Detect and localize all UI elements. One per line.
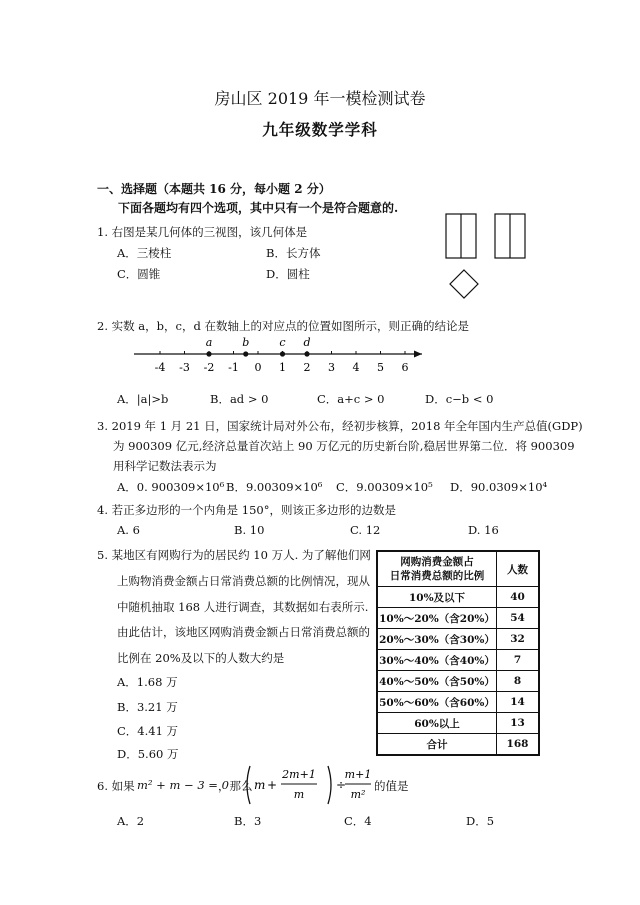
exam-title: 房山区 2019 年一模检测试卷 (214, 89, 426, 108)
q5-option-c: C．4.41 万 (117, 724, 179, 738)
q5-option-d: D．5.60 万 (117, 747, 179, 761)
expr-plus: + (267, 778, 278, 792)
row-count: 54 (497, 608, 540, 629)
q2-option-c: C．a+c > 0 (317, 392, 385, 406)
q5-option-b: B．3.21 万 (117, 700, 178, 714)
q5-option-a: A．1.68 万 (117, 675, 178, 689)
q1-option-d: D．圆柱 (266, 267, 310, 281)
table-row (377, 713, 539, 734)
q3-option-a: A．0. 900309×10⁶ (117, 480, 225, 494)
table-header-count: 人数 (497, 551, 540, 587)
point-d (304, 351, 309, 356)
q1-option-b: B．长方体 (266, 246, 321, 260)
q2-stem: 2. 实数 a，b，c，d 在数轴上的对应点的位置如图所示，则正确的结论是 (97, 319, 469, 333)
table-row (377, 587, 539, 608)
q6-suffix: 的值是 (374, 779, 409, 793)
point-label-d: d (303, 336, 311, 349)
tick-label: 1 (279, 361, 286, 374)
q1-option-a: A．三棱柱 (117, 246, 172, 260)
table-row (377, 671, 539, 692)
row-count: 168 (497, 734, 540, 756)
q6-prefix: 6. 如果 (97, 779, 135, 793)
number-line-arrow (414, 351, 422, 358)
row-count: 8 (497, 671, 540, 692)
exam-subtitle: 九年级数学学科 (262, 120, 378, 139)
q6-option-b: B．3 (234, 814, 262, 828)
row-range: 50%～60%（含60%） (377, 692, 497, 713)
row-count: 14 (497, 692, 540, 713)
section-heading: 一、选择题（本题共 16 分，每小题 2 分） (97, 182, 331, 196)
q5-line1: 5. 某地区有网购行为的居民约 10 万人. 为了解他们网 (97, 548, 371, 562)
q6-option-c: C．4 (344, 814, 372, 828)
row-range: 10%～20%（含20%） (377, 608, 497, 629)
three-view-figure (440, 212, 540, 304)
table-row (377, 650, 539, 671)
tick-label: 5 (377, 361, 384, 374)
table-row (377, 629, 539, 650)
header-ratio-line1: 网购消费金额占 (400, 556, 474, 568)
tick-label: 6 (401, 361, 409, 374)
row-range: 30%～40%（含40%） (377, 650, 497, 671)
row-count: 40 (497, 587, 540, 608)
frac2-denominator: m² (350, 788, 366, 801)
q6-option-d: D．5 (466, 814, 495, 828)
point-label-a: a (205, 336, 213, 349)
frac1-denominator: m (293, 788, 305, 801)
expr-m: m (254, 778, 266, 792)
tick-label: -3 (179, 361, 190, 374)
q3-line2: 为 900309 亿元,经济总量首次站上 90 万亿元的历史新台阶,稳居世界第二位．将 900309 (113, 439, 575, 453)
q3-line3: 用科学记数法表示为 (113, 459, 217, 473)
tick-label: 2 (303, 361, 311, 374)
header-ratio-line2: 日常消费总额的比例 (389, 570, 485, 582)
q3-option-c: C．9.00309×10⁵ (336, 480, 433, 494)
number-line (130, 336, 430, 376)
q4-stem: 4. 若正多边形的一个内角是 150°，则该正多边形的边数是 (97, 503, 396, 517)
tick-label: 0 (254, 361, 262, 374)
q1-stem: 1. 右图是某几何体的三视图，该几何体是 (97, 225, 308, 239)
q3-option-b: B．9.00309×10⁶ (226, 480, 323, 494)
q4-option-b: B. 10 (234, 523, 265, 537)
point-a (206, 351, 211, 356)
q4-option-a: A. 6 (117, 523, 140, 537)
tick-label: -1 (228, 361, 239, 374)
tick-label: 3 (328, 361, 335, 374)
point-b (243, 351, 248, 356)
q6-condition: m² + m − 3 = 0 (137, 778, 229, 792)
q6-expression (244, 764, 372, 806)
frac1-numerator: 2m+1 (282, 768, 316, 781)
q5-line3: 中随机抽取 168 人进行调查，其数据如右表所示. (117, 600, 369, 614)
frac2-numerator: m+1 (344, 768, 372, 781)
q2-option-a: A．|a|>b (117, 392, 169, 406)
q4-option-d: D. 16 (468, 523, 499, 537)
point-label-b: b (242, 336, 250, 349)
consumption-table (376, 550, 540, 756)
q1-option-c: C．圆锥 (117, 267, 161, 281)
top-view (450, 270, 478, 298)
row-range: 10%及以下 (377, 587, 497, 608)
row-range: 合计 (377, 734, 497, 756)
q5-line5: 比例在 20%及以下的人数大约是 (117, 651, 285, 665)
q3-line1: 3. 2019 年 1 月 21 日，国家统计局对外公布，经初步核算，2018 年全年国内生产总值(GDP) (97, 419, 583, 433)
section-instruction: 下面各题均有四个选项，其中只有一个是符合题意的. (118, 201, 399, 215)
row-count: 7 (497, 650, 540, 671)
q5-line4: 由此估计，该地区网购消费金额占日常消费总额的 (117, 625, 370, 639)
table-header-ratio (377, 551, 497, 587)
tick-label: -4 (154, 361, 166, 374)
point-c (280, 351, 285, 356)
q5-line2: 上购物消费金额占日常消费总额的比例情况，现从 (117, 574, 370, 588)
tick-label: 4 (352, 361, 360, 374)
row-count: 32 (497, 629, 540, 650)
table-header-row (377, 551, 539, 587)
row-count: 13 (497, 713, 540, 734)
table-total-row (377, 734, 539, 756)
q2-option-b: B．ad > 0 (210, 392, 269, 406)
q6-option-a: A．2 (117, 814, 145, 828)
row-range: 60%以上 (377, 713, 497, 734)
q4-option-c: C. 12 (350, 523, 381, 537)
tick-label: -2 (203, 361, 215, 374)
row-range: 40%～50%（含50%） (377, 671, 497, 692)
q6-mid: ，那么 (218, 779, 253, 793)
table-row (377, 692, 539, 713)
point-label-c: c (279, 336, 286, 349)
row-range: 20%～30%（含30%） (377, 629, 497, 650)
q2-option-d: D．c−b < 0 (425, 392, 494, 406)
q3-option-d: D．90.0309×10⁴ (450, 480, 548, 494)
expr-div: ÷ (336, 778, 347, 792)
table-row (377, 608, 539, 629)
